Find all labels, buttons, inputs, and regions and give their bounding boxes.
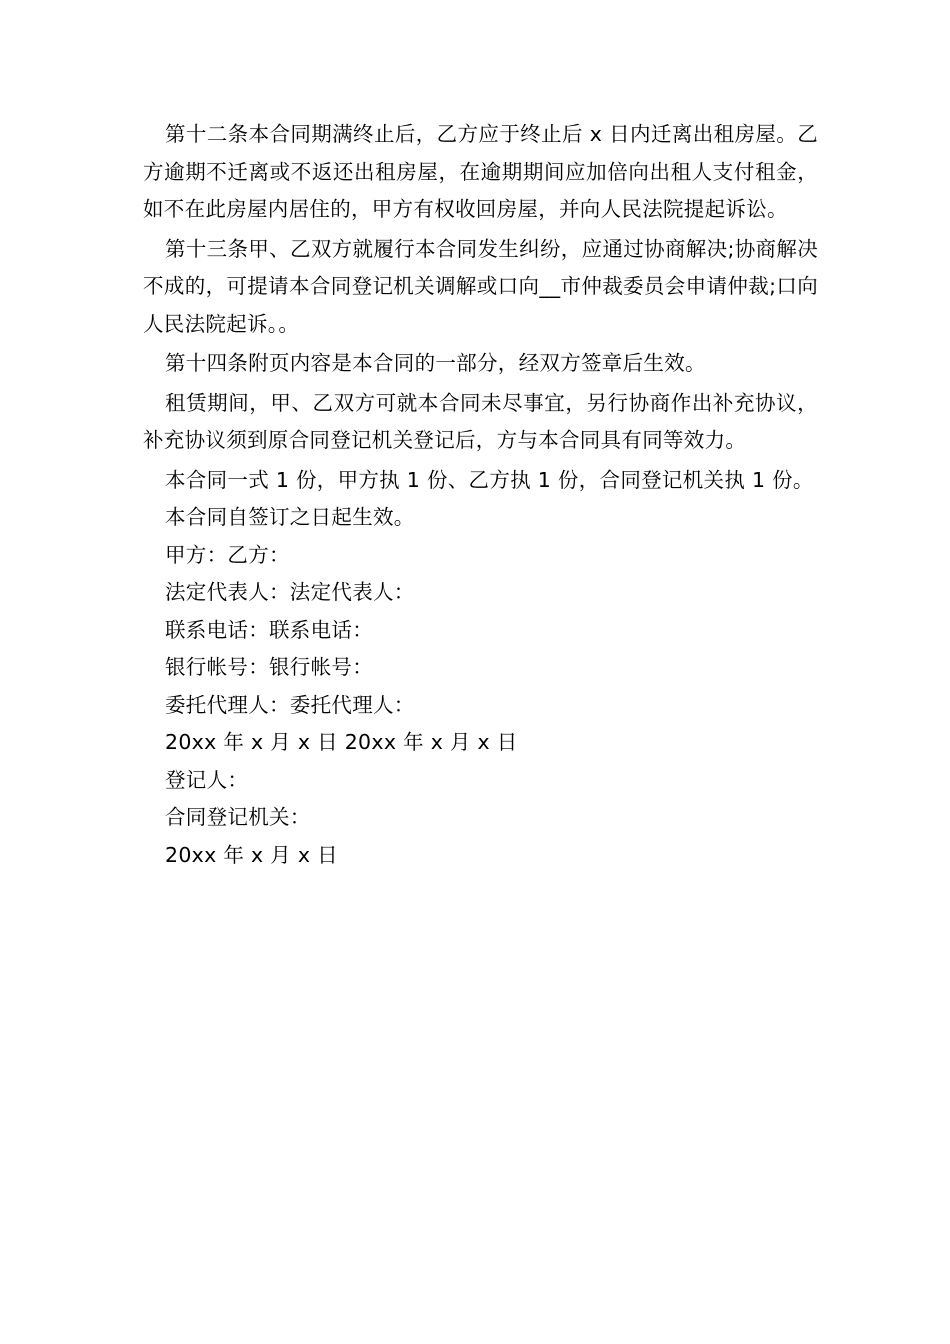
signature-line-registration-authority: 合同登记机关： [165,805,311,829]
signature-line-registration-date: 20xx 年 x 月 x 日 [165,842,338,867]
supplement-paragraph: 租赁期间，甲、乙双方可就本合同未尽事宜，另行协商作出补充协议，补充协议须到原合同登记机关登记后，方与本合同具有同等效力。 [143,390,818,452]
signature-line-legal-rep: 法定代表人：法定代表人： [165,580,415,604]
signature-line-agent: 委托代理人：委托代理人： [165,692,415,717]
copies-paragraph: 本合同一式 1 份，甲方执 1 份、乙方执 1 份，合同登记机关执 1 份。 [165,467,814,492]
effective-paragraph: 本合同自签订之日起生效。 [165,505,415,529]
clause-13-paragraph: 第十三条甲、乙双方就履行本合同发生纠纷，应通过协商解决;协商解决不成的，可提请本合同登记机关调解或口向__市仲裁委员会申请仲裁;口向人民法院起诉。。 [143,236,818,336]
document-body [143,116,818,874]
signature-line-bank-account: 银行帐号：银行帐号： [165,655,373,679]
signature-line-phone: 联系电话：联系电话： [165,617,373,642]
signature-line-dates: 20xx 年 x 月 x 日 20xx 年 x 月 x 日 [165,730,518,754]
clause-12-paragraph: 第十二条本合同期满终止后，乙方应于终止后 x 日内迁离出租房屋。乙方逾期不迁离或不返还出租房屋，在逾期期间应加倍向出租人支付租金，如不在此房屋内居住的，甲方有权收回房屋，并向人民法院提起诉讼。 [143,122,818,221]
signature-line-registrar: 登记人： [165,767,249,792]
clause-14-paragraph: 第十四条附页内容是本合同的一部分，经双方签章后生效。 [165,351,706,375]
signature-line-parties: 甲方：乙方： [165,542,290,567]
